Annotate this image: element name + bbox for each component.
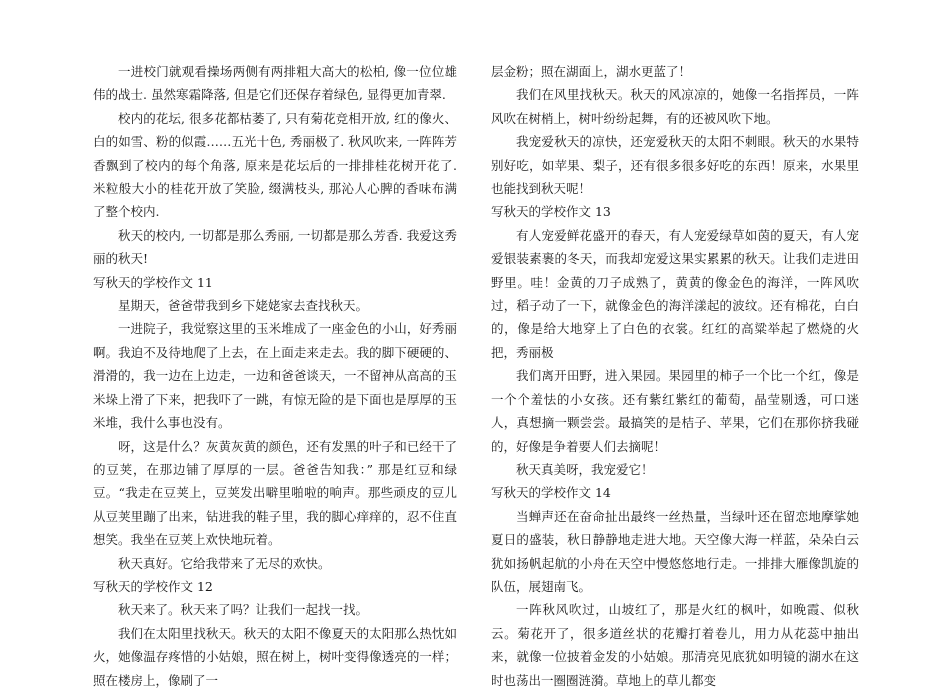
paragraph: 我们离开田野，进入果园。果园里的柿子一个比一个红，像是一个个羞怯的小女孩。还有紫红紫红的葡萄，晶莹剔透，可口迷人，真想摘一颗尝尝。最搞笑的是桔子、苹果，它们在那你挤我碰的，好像是争着要人们去摘呢！ — [491, 368, 859, 454]
paragraph: 校内的花坛, 很多花都枯萎了, 只有菊花竞相开放, 红的像火、白的如雪、粉的似霞……五光十色, 秀丽极了. 秋风吹来, 一阵阵芳香飘到了校内的每个角落, 原来是花坛后的一排排桂花树开花了. 米粒般大小的桂花开放了笑脸, 缀满枝头, 那沁人心脾的香味布满了整个校内. — [93, 110, 457, 220]
right-column — [491, 60, 859, 692]
paragraph: 层金粉；照在湖面上，湖水更蓝了！ — [491, 64, 692, 79]
section-heading: 写秋天的学校作文 12 — [93, 578, 213, 594]
paragraph: 秋天真美呀，我宠爱它！ — [516, 461, 654, 477]
paragraph: 一阵秋风吹过，山坡红了，那是火红的枫叶，如晚霞、似秋云。菊花开了，很多道丝状的花瓣打着卷儿，用力从花蕊中抽出来，就像一位披着金发的小姑娘。那清亮见底犹如明镜的湖水在这时也荡出一圈圈涟漪。草地上的草儿都变 — [491, 602, 859, 688]
left-column — [93, 60, 457, 692]
paragraph: 呀，这是什么？灰黄灰黄的颜色，还有发黑的叶子和已经干了的豆荚，在那边铺了厚厚的一层。爸爸告知我：” 那是红豆和绿豆。“我走在豆荚上，豆荚发出噼里啪啦的响声。那些顽皮的豆儿从豆荚里蹦了出来，钻进我的鞋子里，我的脚心痒痒的，忍不住直想笑。我坐在豆荚上欢快地玩着。 — [93, 438, 457, 548]
paragraph: 我宠爱秋天的凉快，还宠爱秋天的太阳不刺眼。秋天的水果特别好吃，如苹果、梨子，还有很多很多好吃的东西！原来，水果里也能找到秋天呢！ — [491, 134, 859, 197]
section-heading: 写秋天的学校作文 11 — [93, 274, 213, 290]
paragraph: 我们在太阳里找秋天。秋天的太阳不像夏天的太阳那么热忱如火，她像温存疼惜的小姑娘，照在树上，树叶变得像透亮的一样；照在楼房上，像刷了一 — [93, 625, 457, 688]
paragraph: 一进院子，我觉察这里的玉米堆成了一座金色的小山，好秀丽啊。我迫不及待地爬了上去，在上面走来走去。我的脚下硬硬的、滑滑的，我一边在上边走，一边和爸爸谈天，一不留神从高高的玉米垛上滑了下来，把我吓了一跳，有惊无险的是下面也是厚厚的玉米堆，我什么事也没有。 — [93, 321, 457, 431]
paragraph: 秋天来了。秋天来了吗？让我们一起找一找。 — [118, 602, 369, 618]
paragraph: 秋天的校内, 一切都是那么秀丽, 一切都是那么芳香. 我爱这秀丽的秋天! — [93, 227, 457, 267]
paragraph: 当蝉声还在奋命扯出最终一丝热量，当绿叶还在留恋地摩挲她夏日的盛装，秋日静静地走进大地。天空像大海一样蓝，朵朵白云犹如扬帆起航的小舟在天空中慢悠悠地行走。一排排大雁像凯旋的队伍，展翅南飞。 — [491, 508, 859, 594]
paragraph: 有人宠爱鲜花盛开的春天，有人宠爱绿草如茵的夏天，有人宠爱银装素裹的冬天，而我却宠爱这果实累累的秋天。让我们走进田野里。哇！金黄的刀子成熟了，黄黄的像金色的海洋，一阵风吹过，稻子动了一下，就像金色的海洋漾起的波纹。还有棉花，白白的，像是给大地穿上了白色的衣裳。红红的高粱举起了燃烧的火把，秀丽极 — [491, 227, 859, 360]
paragraph: 星期天，爸爸带我到乡下姥姥家去查找秋天。 — [118, 298, 369, 314]
paragraph: 我们在风里找秋天。秋天的风凉凉的，她像一名指挥员，一阵风吹在树梢上，树叶纷纷起舞，有的还被风吹下地。 — [491, 87, 859, 126]
section-heading: 写秋天的学校作文 14 — [491, 485, 611, 501]
paragraph: 秋天真好。它给我带来了无尽的欢快。 — [118, 555, 331, 571]
paragraph: 一进校门就观看操场两侧有两排粗大高大的松柏, 像一位位雄伟的战士. 虽然寒霜降落, 但是它们还保存着绿色, 显得更加青翠. — [93, 64, 457, 103]
section-heading: 写秋天的学校作文 13 — [491, 204, 611, 220]
